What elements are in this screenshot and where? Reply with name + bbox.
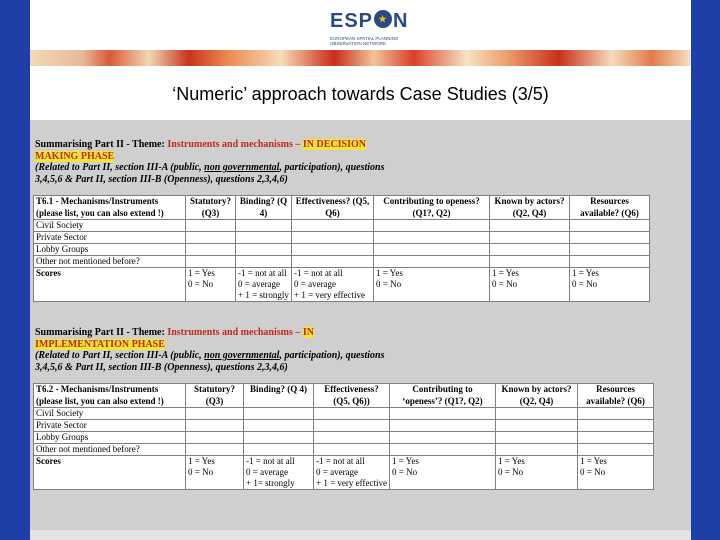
row-label: Lobby Groups (34, 432, 186, 444)
score-line: 1 = Yes (392, 456, 419, 466)
subtitle-part-b: , participation), questions 3,4,5,6 & Part II, section III-B (Openness), questions 2,3,4,6) (35, 350, 385, 373)
table-cell[interactable] (570, 232, 650, 244)
table-row (34, 408, 654, 420)
column-header: T6.1 - Mechanisms/Instruments (please list, you can also extend !) (34, 196, 186, 220)
heading-prefix: Summarising Part II - Theme: (35, 139, 168, 150)
score-line: 1 = Yes (376, 268, 403, 278)
score-line (376, 290, 487, 301)
score-line (492, 290, 567, 301)
table-cell[interactable] (374, 220, 490, 232)
table-cell[interactable] (390, 420, 496, 432)
table-cell[interactable] (186, 444, 244, 456)
subtitle-underlined: non governmental (204, 162, 280, 173)
score-line: + 1 = strongly (238, 290, 289, 300)
heading-theme: Instruments and mechanisms – (167, 139, 303, 150)
table-row (34, 232, 650, 244)
table-row (34, 220, 650, 232)
score-line: 0 = No (376, 279, 402, 289)
score-cell (186, 268, 236, 302)
slide-title: ‘Numeric’ approach towards Case Studies (3/5) (172, 84, 549, 104)
subtitle-underlined: non governmental (204, 350, 280, 361)
column-header: Known by actors? (Q2, Q4) (490, 196, 570, 220)
table-cell[interactable] (578, 444, 654, 456)
table-cell[interactable] (314, 408, 390, 420)
score-line: 1 = Yes (188, 268, 215, 278)
score-line: 0 = average (294, 279, 337, 289)
table-cell[interactable] (374, 232, 490, 244)
eu-star-icon: ★ (374, 10, 392, 28)
score-cell (244, 456, 314, 490)
score-line: 0 = No (580, 467, 606, 477)
table-cell[interactable] (496, 432, 578, 444)
table-cell[interactable] (390, 444, 496, 456)
score-line: + 1 = very effective (316, 478, 387, 488)
table-cell[interactable] (186, 232, 236, 244)
section-2-heading (35, 327, 405, 373)
score-line: 0 = average (246, 467, 289, 477)
column-header: T6.2 - Mechanisms/Instruments (please list, you can also extend !) (34, 384, 186, 408)
table-row (34, 244, 650, 256)
section-1-heading (35, 139, 405, 185)
title-area (30, 66, 691, 120)
row-label: Lobby Groups (34, 244, 186, 256)
score-cell (236, 268, 292, 302)
score-line: -1 = not at all (246, 456, 295, 466)
table-cell[interactable] (186, 420, 244, 432)
row-label: Civil Society (34, 220, 186, 232)
score-cell (292, 268, 374, 302)
score-line: 1 = Yes (492, 268, 519, 278)
column-header: Contributing to openess? (Q1?, Q2) (374, 196, 490, 220)
column-header: Effectiveness? (Q5, Q6) (292, 196, 374, 220)
section-2-subtitle (35, 350, 405, 373)
table-header-row (34, 196, 650, 220)
score-line: 0 = No (572, 279, 598, 289)
table-cell[interactable] (570, 220, 650, 232)
table-cell[interactable] (236, 220, 292, 232)
table-cell[interactable] (186, 220, 236, 232)
table-row (34, 432, 654, 444)
table-cell[interactable] (390, 432, 496, 444)
table-cell[interactable] (578, 420, 654, 432)
table-cell[interactable] (244, 432, 314, 444)
table-cell[interactable] (496, 408, 578, 420)
table-cell[interactable] (490, 256, 570, 268)
table-cell[interactable] (314, 420, 390, 432)
table-cell[interactable] (186, 256, 236, 268)
table-cell[interactable] (244, 420, 314, 432)
scores-label: Scores (34, 268, 186, 302)
slide-frame (30, 0, 691, 540)
table-cell[interactable] (244, 408, 314, 420)
scores-row (34, 456, 654, 490)
column-header: Known by actors? (Q2, Q4) (496, 384, 578, 408)
column-header: Contributing to ‘openess’? (Q1?, Q2) (390, 384, 496, 408)
section-1-table (33, 195, 650, 302)
score-line: 1 = Yes (580, 456, 607, 466)
table-cell[interactable] (578, 408, 654, 420)
table-cell[interactable] (374, 244, 490, 256)
table-cell[interactable] (292, 256, 374, 268)
table-cell[interactable] (292, 220, 374, 232)
table-cell[interactable] (186, 244, 236, 256)
table-row (34, 256, 650, 268)
score-line (188, 290, 233, 301)
score-line: + 1= strongly (246, 478, 295, 488)
table-cell[interactable] (186, 432, 244, 444)
table-cell[interactable] (490, 232, 570, 244)
score-line: -1 = not at all (294, 268, 343, 278)
logo-letters-right: N (393, 10, 409, 32)
score-line: 0 = No (188, 467, 214, 477)
score-line (498, 478, 575, 489)
score-line: 0 = average (316, 467, 359, 477)
logo-subtitle: EUROPEAN SPATIAL PLANNING OBSERVATION NETWORK (330, 36, 399, 46)
heading-phase: IN IMPLEMENTATION PHASE (35, 327, 315, 350)
column-header: Resources available? (Q6) (570, 196, 650, 220)
table-row (34, 420, 654, 432)
table-cell[interactable] (314, 432, 390, 444)
row-label: Civil Society (34, 408, 186, 420)
column-header: Statutory? (Q3) (186, 384, 244, 408)
table-cell[interactable] (490, 244, 570, 256)
logo-letters-left: ESP (330, 10, 374, 32)
score-line: -1 = not at all (238, 268, 287, 278)
score-line: 0 = average (238, 279, 281, 289)
slide-content (30, 120, 691, 530)
score-line (392, 478, 493, 489)
score-cell (578, 456, 654, 490)
score-cell (186, 456, 244, 490)
table-cell[interactable] (236, 256, 292, 268)
table-cell[interactable] (292, 232, 374, 244)
table-cell[interactable] (496, 444, 578, 456)
column-header: Statutory? (Q3) (186, 196, 236, 220)
table-cell[interactable] (578, 432, 654, 444)
table-cell[interactable] (496, 420, 578, 432)
score-line: 0 = No (492, 279, 518, 289)
table-cell[interactable] (236, 244, 292, 256)
section-1-subtitle (35, 162, 405, 185)
score-cell (374, 268, 490, 302)
heading-phase: IN DECISION MAKING PHASE (35, 139, 366, 162)
table-header-row (34, 384, 654, 408)
subtitle-part-a: (Related to Part II, section III-A (public, (35, 162, 205, 173)
heading-theme: Instruments and mechanisms – (167, 327, 303, 338)
scores-label: Scores (34, 456, 186, 490)
score-line: 1 = Yes (188, 456, 215, 466)
column-header: Binding? (Q 4) (236, 196, 292, 220)
espon-logo (330, 10, 408, 33)
score-line: -1 = not at all (316, 456, 365, 466)
table-cell[interactable] (390, 408, 496, 420)
table-cell[interactable] (186, 408, 244, 420)
score-cell (570, 268, 650, 302)
table-cell[interactable] (244, 444, 314, 456)
scores-row (34, 268, 650, 302)
column-header: Binding? (Q 4) (244, 384, 314, 408)
row-label: Private Sector (34, 420, 186, 432)
score-cell (496, 456, 578, 490)
score-cell (314, 456, 390, 490)
score-cell (490, 268, 570, 302)
score-line: 1 = Yes (572, 268, 599, 278)
row-label: Other not mentioned before? (34, 444, 186, 456)
score-cell (390, 456, 496, 490)
score-line (572, 290, 647, 301)
subtitle-part-b: , participation), questions 3,4,5,6 & Part II, section III-B (Openness), questions 2,3,4,6) (35, 162, 385, 185)
table-cell[interactable] (314, 444, 390, 456)
table-cell[interactable] (570, 244, 650, 256)
score-line: + 1 = very effective (294, 290, 365, 300)
score-line (188, 478, 241, 489)
column-header: Effectiveness? (Q5, Q6)) (314, 384, 390, 408)
table-cell[interactable] (374, 256, 490, 268)
table-cell[interactable] (236, 232, 292, 244)
map-banner (30, 50, 691, 66)
section-2-table (33, 383, 654, 490)
score-line: 0 = No (188, 279, 214, 289)
table-row (34, 444, 654, 456)
subtitle-part-a: (Related to Part II, section III-A (public, (35, 350, 205, 361)
column-header: Resources available? (Q6) (578, 384, 654, 408)
score-line: 0 = No (392, 467, 418, 477)
heading-prefix: Summarising Part II - Theme: (35, 327, 168, 338)
score-line (580, 478, 651, 489)
table-cell[interactable] (490, 220, 570, 232)
logo-band (30, 0, 691, 50)
row-label: Other not mentioned before? (34, 256, 186, 268)
row-label: Private Sector (34, 232, 186, 244)
score-line: 0 = No (498, 467, 524, 477)
bottom-band (30, 530, 691, 540)
score-line: 1 = Yes (498, 456, 525, 466)
table-cell[interactable] (292, 244, 374, 256)
table-cell[interactable] (570, 256, 650, 268)
